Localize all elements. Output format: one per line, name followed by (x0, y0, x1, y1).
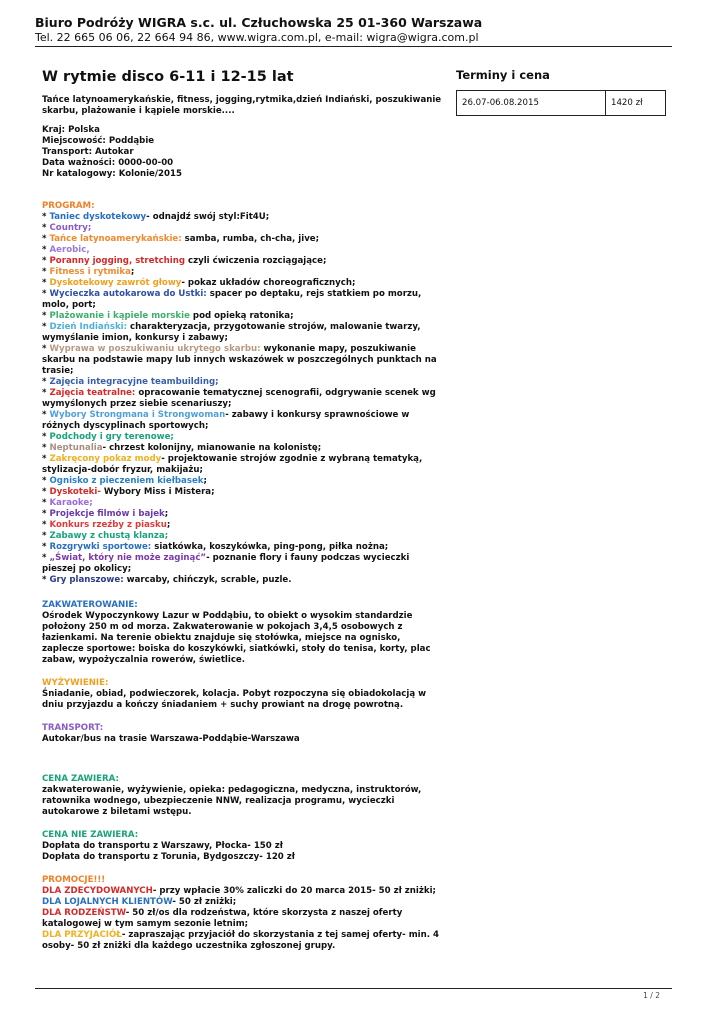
promo-item-desc: - 50 zł/os dla rodzeństwa, które skorzysta z naszej oferty katalogowej w tym samym sezonie letnim; (42, 908, 403, 929)
section-heading: CENA NIE ZAWIERA: (42, 830, 139, 840)
section-wyzywienie (42, 678, 442, 711)
program-item-name: Wyprawa w poszukiwaniu ukrytego skarbu: (49, 344, 261, 354)
promo-item (42, 930, 442, 952)
program-item-name: Projekcje filmów i bajek (49, 509, 165, 519)
terms-panel (456, 68, 666, 116)
offer-main (42, 68, 442, 952)
program-item-name: Fitness i rytmika (49, 267, 131, 277)
meta-catalog-number: Nr katalogowy: Kolonie/2015 (42, 169, 182, 179)
program-item: * Fitness i rytmika; (42, 267, 135, 277)
program-item-desc: - odnajdź swój styl:Fit4U; (146, 212, 270, 222)
program-item-desc: samba, rumba, ch-cha, jive; (181, 234, 320, 244)
term-price: 1420 zł (606, 91, 666, 116)
program-item: * Zabawy z chustą klanza; (42, 531, 169, 541)
promo-item-name: DLA RODZEŃSTW (42, 908, 126, 918)
program-item-name: Tańce latynoamerykańskie: (49, 234, 182, 244)
page-number: 1 / 2 (643, 991, 660, 1000)
program-item-desc: opracowanie tematycznej scenografii, odgrywanie scenek wg wymyślonych przez siebie scenariuszy; (42, 388, 436, 409)
promo-item (42, 908, 442, 930)
program-item: * Dzień Indiański: charakteryzacja, przygotowanie strojów, malowanie twarzy, wymyślanie imion, konkursy i zabawy; (42, 322, 421, 343)
promo-item-desc: - zapraszając przyjaciół do skorzystania z tej samej oferty- min. 4 osoby- 50 zł zniżki dla każdego uczestnika zgłoszonej grupy. (42, 930, 439, 951)
program-item-name: Podchody i gry terenowe; (49, 432, 174, 442)
program-item: * Country; (42, 223, 92, 233)
term-date: 26.07-06.08.2015 (457, 91, 606, 116)
promo-section (42, 875, 442, 952)
program-item-name: Poranny jogging, stretching (49, 256, 186, 266)
promo-item (42, 886, 442, 897)
section-text: Śniadanie, obiad, podwieczorek, kolacja. Pobyt rozpoczyna się obiadokolacją w dniu przyjazdu a kończy śniadaniem + suchy prowiant na drogę powrotną. (42, 689, 427, 710)
program-item: * Zajęcia integracyjne teambuilding; (42, 377, 219, 387)
program-item-desc: spacer po deptaku, rejs statkiem po morzu, molo, port; (42, 289, 422, 310)
program-item-name: Aerobic, (49, 245, 90, 255)
program-item-desc: - projektowanie strojów zgodnie z wybraną tematyką, stylizacja-dobór fryzur, makijażu; (42, 454, 423, 475)
program-item-name: Karaoke; (49, 498, 93, 508)
promo-item-name: DLA PRZYJACIÓŁ (42, 930, 122, 940)
program-item-name: Ognisko z pieczeniem kiełbasek (49, 476, 204, 486)
section-zakwaterowanie (42, 600, 442, 666)
section-text: zakwaterowanie, wyżywienie, opieka: pedagogiczna, medyczna, instruktorów, ratownika wodnego, ubezpieczenie NNW, realizacja programu, wycieczki autokarowe z biletami wstępu. (42, 785, 422, 817)
company-name: Biuro Podróży WIGRA s.c. ul. Człuchowska 25 01-360 Warszawa (35, 15, 483, 30)
program-heading: PROGRAM: (42, 201, 95, 211)
program-item: * „Świat, który nie może zaginąć”- poznanie flory i fauny podczas wycieczki pieszej po okolicy; (42, 553, 410, 574)
program-item: * Podchody i gry terenowe; (42, 432, 174, 442)
program-item-desc: siatkówka, koszykówka, ping-pong, piłka nożna; (151, 542, 389, 552)
section-text: Dopłata do transportu z Torunia, Bydgoszczy- 120 zł (42, 852, 295, 862)
offer-sections (42, 600, 442, 863)
program-item-desc: - zabawy i konkursy sprawnościowe w różnych dyscyplinach sportowych; (42, 410, 410, 431)
meta-valid-date: Data ważności: 0000-00-00 (42, 158, 174, 168)
program-item-desc: warcaby, chińczyk, scrable, puzle. (123, 575, 292, 585)
program-item: * Poranny jogging, stretching czyli ćwiczenia rozciągające; (42, 256, 327, 266)
program-item-desc: czyli ćwiczenia rozciągające; (185, 256, 327, 266)
section-cena-zawiera (42, 774, 442, 818)
program-item-name: Wybory Strongmana i Strongwoman (49, 410, 226, 420)
meta-transport: Transport: Autokar (42, 147, 134, 157)
promo-item-name: DLA LOJALNYCH KLIENTÓW (42, 897, 173, 907)
program-item-name: Rozgrywki sportowe: (49, 542, 152, 552)
program-item: * Wycieczka autokarowa do Ustki: spacer po deptaku, rejs statkiem po morzu, molo, port; (42, 289, 422, 310)
program-item: * Dyskoteki- Wybory Miss i Mistera; (42, 487, 215, 497)
program-item-desc: ; (166, 520, 171, 530)
program-item: * Dyskotekowy zawrót głowy- pokaz układów choreograficznych; (42, 278, 356, 288)
program-item-name: Country; (49, 223, 92, 233)
program-item-desc: pod opieką ratonika; (189, 311, 294, 321)
section-transport (42, 723, 442, 745)
promo-heading: PROMOCJE!!! (42, 875, 106, 885)
program-item-name: Konkurs rzeźby z piasku (49, 520, 167, 530)
program-item: * Wybory Strongmana i Strongwoman- zabawy i konkursy sprawnościowe w różnych dyscyplinach sportowych; (42, 410, 410, 431)
program-item-name: Dyskoteki- (49, 487, 101, 497)
program-item-name: „Świat, który nie może zaginąć” (49, 553, 207, 563)
meta-country: Kraj: Polska (42, 125, 100, 135)
program-item: * Konkurs rzeźby z piasku; (42, 520, 171, 530)
section-text: Dopłata do transportu z Warszawy, Płocka- 150 zł (42, 841, 283, 851)
terms-heading: Terminy i cena (456, 68, 550, 82)
program-item-desc: wykonanie mapy, poszukiwanie skarbu na podstawie mapy lub innych wskazówek w poszczególnych punktach na trasie; (42, 344, 437, 376)
program-item: * Tańce latynoamerykańskie: samba, rumba, ch-cha, jive; (42, 234, 320, 244)
program-item-desc: - pokaz układów choreograficznych; (181, 278, 356, 288)
program-item-name: Zajęcia integracyjne teambuilding; (49, 377, 219, 387)
section-heading: CENA ZAWIERA: (42, 774, 119, 784)
program-item-name: Zabawy z chustą klanza; (49, 531, 169, 541)
promo-item-desc: - 50 zł zniżki; (172, 897, 237, 907)
offer-intro: Tańce latynoamerykańskie, fitness, jogging,rytmika,dzień Indiański, poszukiwanie skarbu, plażowanie i kąpiele morskie.... (42, 95, 442, 116)
program-item-desc: - poznanie flory i fauny podczas wycieczki pieszej po okolicy; (42, 553, 410, 574)
program-item: * Gry planszowe: warcaby, chińczyk, scrable, puzle. (42, 575, 292, 585)
program-item: * Projekcje filmów i bajek; (42, 509, 169, 519)
section-cena-nie-zawiera (42, 830, 442, 863)
program-item-desc: Wybory Miss i Mistera; (100, 487, 215, 497)
terms-row (457, 91, 666, 116)
program-item-desc: ; (130, 267, 135, 277)
section-text: Autokar/bus na trasie Warszawa-Poddąbie-Warszawa (42, 734, 300, 744)
offer-title: W rytmie disco 6-11 i 12-15 lat (42, 69, 294, 85)
section-heading: ZAKWATEROWANIE: (42, 600, 138, 610)
program-item-name: Zajęcia teatralne: (49, 388, 136, 398)
program-item-name: Plażowanie i kąpiele morskie (49, 311, 190, 321)
offer-meta (42, 125, 442, 180)
section-heading: WYŻYWIENIE: (42, 678, 109, 688)
program-item: * Zajęcia teatralne: opracowanie tematycznej scenografii, odgrywanie scenek wg wymyślonych przez siebie scenariuszy; (42, 388, 436, 409)
program-item-name: Neptunalia (49, 443, 103, 453)
terms-table (456, 90, 666, 116)
program-item-name: Wycieczka autokarowa do Ustki: (49, 289, 207, 299)
section-heading: TRANSPORT: (42, 723, 104, 733)
program-item: * Zakręcony pokaz mody- projektowanie strojów zgodnie z wybraną tematyką, stylizacja-dobór fryzur, makijażu; (42, 454, 423, 475)
program-item-desc: - chrzest kolonijny, mianowanie na kolonistę; (102, 443, 322, 453)
program-item-desc: charakteryzacja, przygotowanie strojów, malowanie twarzy, wymyślanie imion, konkursy i zabawy; (42, 322, 421, 343)
program-item-name: Zakręcony pokaz mody (49, 454, 162, 464)
company-contact: Tel. 22 665 06 06, 22 664 94 86, www.wigra.com.pl, e-mail: wigra@wigra.com.pl (35, 31, 479, 44)
program-item-desc: ; (203, 476, 207, 486)
promo-item (42, 897, 442, 908)
header-divider (35, 46, 672, 47)
page-header (35, 15, 675, 45)
program-item: * Taniec dyskotekowy- odnajdź swój styl:Fit4U; (42, 212, 270, 222)
footer-divider (35, 988, 672, 989)
program-item-name: Dyskotekowy zawrót głowy (49, 278, 182, 288)
program-item-name: Taniec dyskotekowy (49, 212, 147, 222)
program-item: * Plażowanie i kąpiele morskie pod opieką ratonika; (42, 311, 294, 321)
program-item-name: Dzień Indiański: (49, 322, 128, 332)
program-item-desc: ; (164, 509, 169, 519)
promo-item-desc: - przy wpłacie 30% zaliczki do 20 marca 2015- 50 zł zniżki; (152, 886, 436, 896)
program-list (42, 212, 442, 586)
promo-item-name: DLA ZDECYDOWANYCH (42, 886, 153, 896)
program-item: * Neptunalia- chrzest kolonijny, mianowanie na kolonistę; (42, 443, 322, 453)
program-item: * Rozgrywki sportowe: siatkówka, koszykówka, ping-pong, piłka nożna; (42, 542, 389, 552)
program-item: * Wyprawa w poszukiwaniu ukrytego skarbu: wykonanie mapy, poszukiwanie skarbu na podstawie mapy lub innych wskazówek w poszczególnych punktach na trasie; (42, 344, 437, 376)
meta-location: Miejscowość: Poddąbie (42, 136, 155, 146)
section-text: Ośrodek Wypoczynkowy Lazur w Poddąbiu, to obiekt o wysokim standardzie położony 250 m od morza. Zakwaterowanie w pokojach 3,4,5 osobowych z łazienkami. Na terenie obiektu znajduje się stołówka, miejsce na ognisko, zaplecze sportowe: boiska do koszykówki, siatkówki, stoły do tenisa, korty, plac zabaw, wypożyczalnia rowerów, świetlice. (42, 611, 431, 665)
program-item: * Karaoke; (42, 498, 93, 508)
program-item-name: Gry planszowe: (49, 575, 124, 585)
program-item: * Aerobic, (42, 245, 90, 255)
program-item: * Ognisko z pieczeniem kiełbasek; (42, 476, 207, 486)
promo-list (42, 886, 442, 952)
